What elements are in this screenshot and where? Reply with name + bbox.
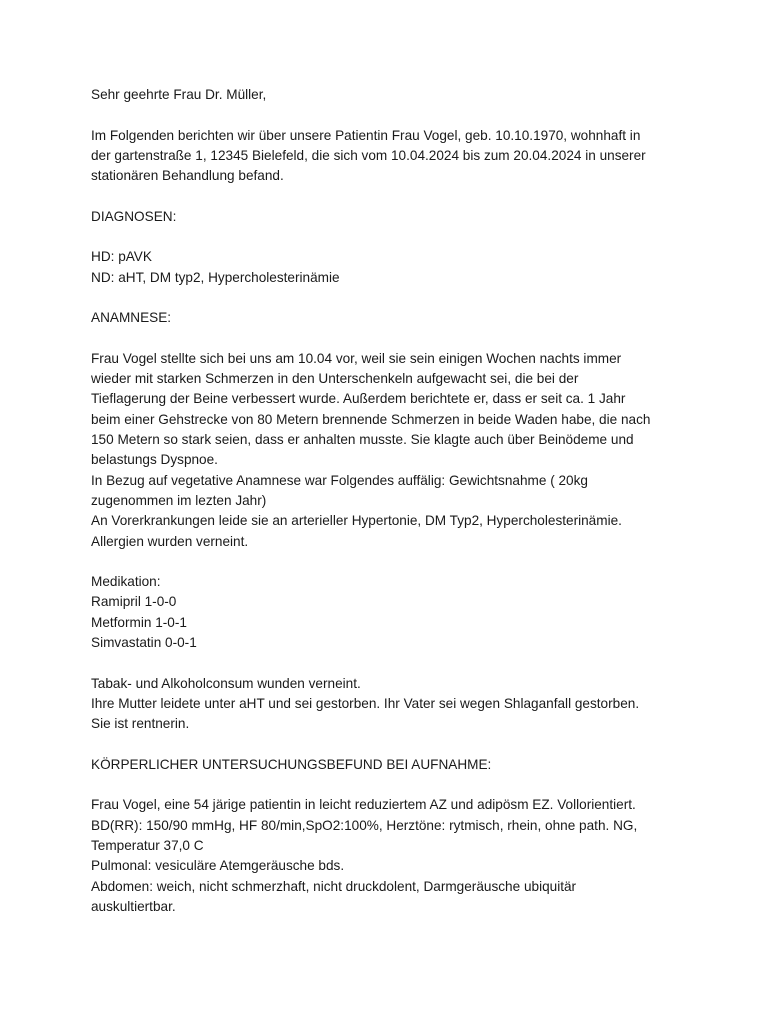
text-line: Tieflagerung der Beine verbessert wurde. Außerdem berichtete er, dass er seit ca. 1 Jahr xyxy=(91,391,626,407)
text-line: An Vorerkrankungen leide sie an arterieller Hypertonie, DM Typ2, Hypercholesterinämie. xyxy=(91,513,622,529)
text-line: Ihre Mutter leidete unter aHT und sei gestorben. Ihr Vater sei wegen Shlaganfall gestorben. xyxy=(91,695,640,711)
text-line: Tabak- und Alkoholconsum wunden verneint. xyxy=(91,675,361,691)
anamnese-paragraph xyxy=(91,349,688,552)
text-line: auskultiertbar. xyxy=(91,898,176,914)
text-line: Allergien wurden verneint. xyxy=(91,533,249,549)
text-line: ND: aHT, DM typ2, Hypercholesterinämie xyxy=(91,269,340,285)
text-line: belastungs Dyspnoe. xyxy=(91,452,218,468)
text-line: BD(RR): 150/90 mmHg, HF 80/min,SpO2:100%, Herztöne: rytmisch, rhein, ohne path. NG, xyxy=(91,817,638,833)
text-line: Sie ist rentnerin. xyxy=(91,716,190,732)
text-line: Pulmonal: vesiculäre Atemgeräusche bds. xyxy=(91,858,345,874)
anamnese-heading: ANAMNESE: xyxy=(91,310,172,326)
intro-paragraph xyxy=(91,126,688,187)
medication-item: Metformin 1-0-1 xyxy=(91,614,187,630)
text-line: wieder mit starken Schmerzen in den Unterschenkeln aufgewacht sei, die bei der xyxy=(91,371,579,387)
medication-item: Simvastatin 0-0-1 xyxy=(91,635,197,651)
text-line: HD: pAVK xyxy=(91,249,152,265)
salutation: Sehr geehrte Frau Dr. Müller, xyxy=(91,87,267,102)
medikation-heading: Medikation: xyxy=(91,574,161,590)
text-line: Frau Vogel, eine 54 järige patientin in leicht reduziertem AZ und adipösm EZ. Vollorientiert. xyxy=(91,797,636,813)
befund-paragraph xyxy=(91,795,688,917)
diagnosen-list xyxy=(91,247,688,288)
text-line: Frau Vogel stellte sich bei uns am 10.04 vor, weil sie sein einigen Wochen nachts immer xyxy=(91,350,622,366)
text-line: der gartenstraße 1, 12345 Bielefeld, die sich vom 10.04.2024 bis zum 20.04.2024 in unserer xyxy=(91,147,646,163)
text-line: Abdomen: weich, nicht schmerzhaft, nicht druckdolent, Darmgeräusche ubiquitär xyxy=(91,878,577,894)
text-line: Im Folgenden berichten wir über unsere Patientin Frau Vogel, geb. 10.10.1970, wohnhaft in xyxy=(91,127,641,143)
text-line: Temperatur 37,0 C xyxy=(91,837,204,853)
text-line: stationären Behandlung befand. xyxy=(91,168,284,184)
text-line: zugenommen im lezten Jahr) xyxy=(91,492,267,508)
text-line: beim einer Gehstrecke von 80 Metern brennende Schmerzen in beide Waden habe, die nach xyxy=(91,411,651,427)
befund-heading: KÖRPERLICHER UNTERSUCHUNGSBEFUND BEI AUFNAHME: xyxy=(91,756,492,772)
text-line: 150 Metern so stark seien, dass er anhalten musste. Sie klagte auch über Beinödeme und xyxy=(91,432,634,448)
sozialanamnese-paragraph xyxy=(91,674,688,735)
diagnosen-heading: DIAGNOSEN: xyxy=(91,208,177,224)
text-line: In Bezug auf vegetative Anamnese war Folgendes auffälig: Gewichtsnahme ( 20kg xyxy=(91,472,588,488)
medication-item: Ramipril 1-0-0 xyxy=(91,594,177,610)
medikation-list xyxy=(91,592,688,653)
